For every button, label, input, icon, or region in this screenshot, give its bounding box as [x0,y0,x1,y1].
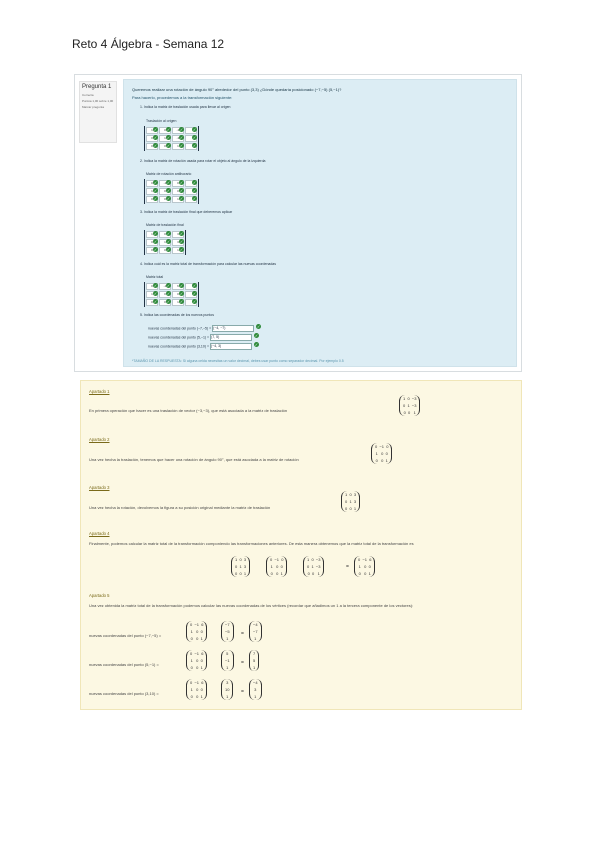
matrix-cell[interactable]: 0 ✓ [159,247,171,254]
matrix-cell[interactable] [185,188,197,195]
point-3-result: −4 3 1 [249,679,262,700]
point-3-label: nuevas coordenadas del punto (3,10) = [89,691,159,696]
check-icon: ✓ [192,291,197,296]
matrix-1-label: Traslación al origen [146,119,177,123]
check-icon: ✓ [192,299,197,304]
matrix-cell[interactable]: 0 ✓ [159,291,171,298]
matrix-cell[interactable]: 1 ✓ [172,143,184,150]
matrix-cell[interactable]: 0 ✓ [146,283,158,290]
check-icon: ✓ [153,135,158,140]
matrix-cell[interactable]: 0 ✓ [172,188,184,195]
check-icon: ✓ [153,180,158,185]
matrix-cell[interactable] [185,291,197,298]
matrix-cell[interactable] [185,180,197,187]
point-2-matrix: 0 −1 6 1 0 0 0 0 1 [186,650,207,671]
check-icon: ✓ [166,135,171,140]
step-1: 1. Indica la matriz de traslación usada para llevar al origen [140,105,231,109]
point-1-result: −4 −7 1 [249,621,262,642]
check-icon: ✓ [166,247,171,252]
check-icon: ✓ [179,196,184,201]
matrix-cell[interactable]: -1 ✓ [159,283,171,290]
matrix-cell[interactable]: 0 ✓ [159,299,171,306]
matrix-cell[interactable]: 1 ✓ [172,247,184,254]
matrix-cell[interactable] [185,135,197,142]
matrix-4-inputs [144,282,199,307]
matrix-cell[interactable]: -3 ✓ [172,127,184,134]
check-icon: ✓ [192,127,197,132]
quiz-panel [74,74,522,372]
equals-sign: = [241,660,244,666]
matrix-3-label: Matriz de traslación final [146,223,184,227]
check-icon: ✓ [153,231,158,236]
matrix-cell[interactable]: -3 ✓ [172,135,184,142]
question-statement: Queremos realizar una rotación de ángulo 90° alrededor del punto (3,3) ¿Dónde quedaría posicionado (−7,−5) (5,−1)? [132,87,342,92]
question-status: Correcta [82,93,94,97]
check-icon: ✓ [153,247,158,252]
matrix-cell[interactable]: 0 ✓ [146,239,158,246]
matrix-cell[interactable]: 0 ✓ [146,247,158,254]
section-2-text: Una vez hecha la traslación, tenemos que hacer una rotación de ángulo 90°, que está asociada a la matriz de rotación [89,457,299,462]
check-icon: ✓ [192,135,197,140]
check-icon: ✓ [166,143,171,148]
section-5-title: Apartado 5 [89,593,110,598]
coord-row: nuevas coordenadas del punto (−7,−5) = (−4, −7) ✓ [148,324,261,331]
check-icon: ✓ [166,231,171,236]
step-2: 2. Indica la matriz de rotación usada para rotar el objeto al ángulo de la izquierda [140,159,266,163]
check-icon: ✓ [192,196,197,201]
check-icon: ✓ [192,143,197,148]
matrix-final-translation: 1 0 3 0 1 3 0 0 1 [341,491,360,512]
check-icon: ✓ [166,299,171,304]
matrix-1-inputs [144,126,199,151]
coord-input[interactable]: (7, 5) [210,334,252,341]
check-icon: ✓ [153,291,158,296]
matrix-cell[interactable]: 0 ✓ [159,127,171,134]
check-icon: ✓ [166,291,171,296]
check-icon: ✓ [179,135,184,140]
point-2-vector: 5 −1 1 [221,650,234,671]
check-icon: ✓ [153,127,158,132]
matrix-cell[interactable]: 0 ✓ [172,180,184,187]
point-2-result: 7 5 1 [249,650,259,671]
matrix-product-3: 1 0 −3 0 1 −3 0 0 1 [303,556,324,577]
matrix-cell[interactable]: 1 ✓ [146,291,158,298]
matrix-cell[interactable]: 1 ✓ [146,127,158,134]
check-icon: ✓ [179,283,184,288]
check-icon: ✓ [153,299,158,304]
matrix-rotation: 0 −1 0 1 0 0 0 0 1 [371,443,392,464]
check-icon: ✓ [179,247,184,252]
check-icon: ✓ [179,188,184,193]
matrix-translation: 1 0 −3 0 1 −3 0 0 1 [399,395,420,416]
step-3: 3. Indica la matriz de traslación final que deberemos aplicar [140,210,233,214]
coord-row: nuevas coordenadas del punto (5,−1) = (7, 5) ✓ [148,333,259,340]
matrix-cell[interactable]: 0 ✓ [146,180,158,187]
matrix-cell[interactable]: 1 ✓ [159,135,171,142]
matrix-cell[interactable]: 0 ✓ [159,188,171,195]
section-4-title: Apartado 4 [89,531,110,536]
check-icon: ✓ [179,143,184,148]
matrix-cell[interactable]: 1 ✓ [159,239,171,246]
check-icon: ✓ [256,324,261,330]
answer-format-note: *TAMAÑO DE LA RESPUESTA: Si alguna celda necesitas un valor decimal, debes usar punto como separador decimal. Por ejemplo 0.5 [132,359,344,363]
point-1-label: nuevas coordenadas del punto (−7,−5) = [89,633,162,638]
check-icon: ✓ [192,180,197,185]
equals-sign: = [241,631,244,637]
coord-input[interactable]: (−4, −7) [212,325,254,332]
section-2-title: Apartado 2 [89,437,110,442]
matrix-cell[interactable]: 0 ✓ [159,143,171,150]
check-icon: ✓ [153,143,158,148]
matrix-product-1: 1 0 3 0 1 3 0 0 1 [231,556,250,577]
question-score: Puntúa 1,00 sobre 1,00 [82,99,114,103]
coord-input[interactable]: (−4, 3) [210,343,252,350]
check-icon: ✓ [179,231,184,236]
check-icon: ✓ [192,283,197,288]
check-icon: ✓ [166,239,171,244]
flag-question-link[interactable]: Marcar pregunta [82,105,105,109]
feedback-panel [80,380,522,710]
matrix-cell[interactable] [185,283,197,290]
check-icon: ✓ [153,239,158,244]
matrix-4-label: Matriz total [146,275,164,279]
matrix-cell[interactable]: 0 ✓ [159,196,171,203]
check-icon: ✓ [166,283,171,288]
point-3-matrix: 0 −1 6 1 0 0 0 0 1 [186,679,207,700]
check-icon: ✓ [179,239,184,244]
step-5: 5. Indica las coordenadas de los nuevos puntos [140,313,214,317]
check-icon: ✓ [254,342,259,348]
point-2-label: nuevas coordenadas del punto (5,−1) = [89,662,159,667]
matrix-cell[interactable]: 3 ✓ [172,231,184,238]
section-4-text: Finalmente, podemos calcular la matriz total de la transformación componiendo las transformaciones anteriores. De esta manera obtenemos que la matriz total de la transformación es [89,541,414,546]
matrix-cell[interactable] [185,143,197,150]
question-body [123,79,517,367]
check-icon: ✓ [153,283,158,288]
matrix-cell[interactable]: 0 ✓ [159,231,171,238]
check-icon: ✓ [166,180,171,185]
point-1-vector: −7 −5 1 [221,621,234,642]
matrix-cell[interactable] [185,299,197,306]
check-icon: ✓ [153,188,158,193]
matrix-2-label: Matriz de rotación antihorario [146,172,192,176]
section-1-title: Apartado 1 [89,389,110,394]
point-3-vector: 3 10 1 [221,679,233,700]
matrix-cell[interactable]: 1 ✓ [146,188,158,195]
matrix-cell[interactable] [185,196,197,203]
question-info [79,81,117,143]
section-5-text: Una vez obtenida la matriz total de la transformación podemos calcular las nuevas coordenadas de los vértices (recordar que añadimos un 1 a la tercera componente de los vectores): [89,603,414,608]
check-icon: ✓ [179,127,184,132]
matrix-cell[interactable]: 1 ✓ [172,299,184,306]
section-1-text: En primera operación que hacer es una traslación de vector (−3,−3), que está asociada a la matriz de traslación [89,408,288,413]
check-icon: ✓ [166,127,171,132]
check-icon: ✓ [166,188,171,193]
equals-sign: = [346,564,349,570]
matrix-cell[interactable]: 0 ✓ [146,299,158,306]
question-number: Pregunta 1 [82,84,112,90]
matrix-total: 0 −1 6 1 0 0 0 0 1 [354,556,375,577]
section-3-text: Una vez hecha la rotación, devolvemos la figura a su posición original mediante la matriz de traslación [89,505,271,510]
step-4: 4. Indica cuál es la matriz total de transformación para calcular las nuevas coordenadas [140,262,276,266]
matrix-cell[interactable]: 1 ✓ [146,231,158,238]
matrix-cell[interactable] [185,127,197,134]
matrix-cell[interactable]: 0 ✓ [146,143,158,150]
matrix-3-inputs [144,230,186,255]
matrix-cell[interactable]: 6 ✓ [172,283,184,290]
matrix-cell[interactable]: 0 ✓ [146,135,158,142]
matrix-cell[interactable]: 0 ✓ [146,196,158,203]
check-icon: ✓ [179,180,184,185]
question-hint: Para hacerlo, procedemos a la transformación siguiente: [132,95,233,100]
matrix-cell[interactable]: -1 ✓ [159,180,171,187]
check-icon: ✓ [166,196,171,201]
matrix-cell[interactable]: 3 ✓ [172,239,184,246]
check-icon: ✓ [153,196,158,201]
matrix-cell[interactable]: 1 ✓ [172,196,184,203]
document-title: Reto 4 Álgebra - Semana 12 [72,37,225,51]
check-icon: ✓ [179,291,184,296]
equals-sign: = [241,689,244,695]
section-3-title: Apartado 3 [89,485,110,490]
coord-row: nuevas coordenadas del punto (3,10) = (−4, 3) ✓ [148,342,259,349]
matrix-cell[interactable]: 0 ✓ [172,291,184,298]
check-icon: ✓ [179,299,184,304]
check-icon: ✓ [254,333,259,339]
matrix-2-inputs [144,179,199,204]
matrix-product-2: 0 −1 0 1 0 0 0 0 1 [266,556,287,577]
check-icon: ✓ [192,188,197,193]
point-1-matrix: 0 −1 6 1 0 0 0 0 1 [186,621,207,642]
